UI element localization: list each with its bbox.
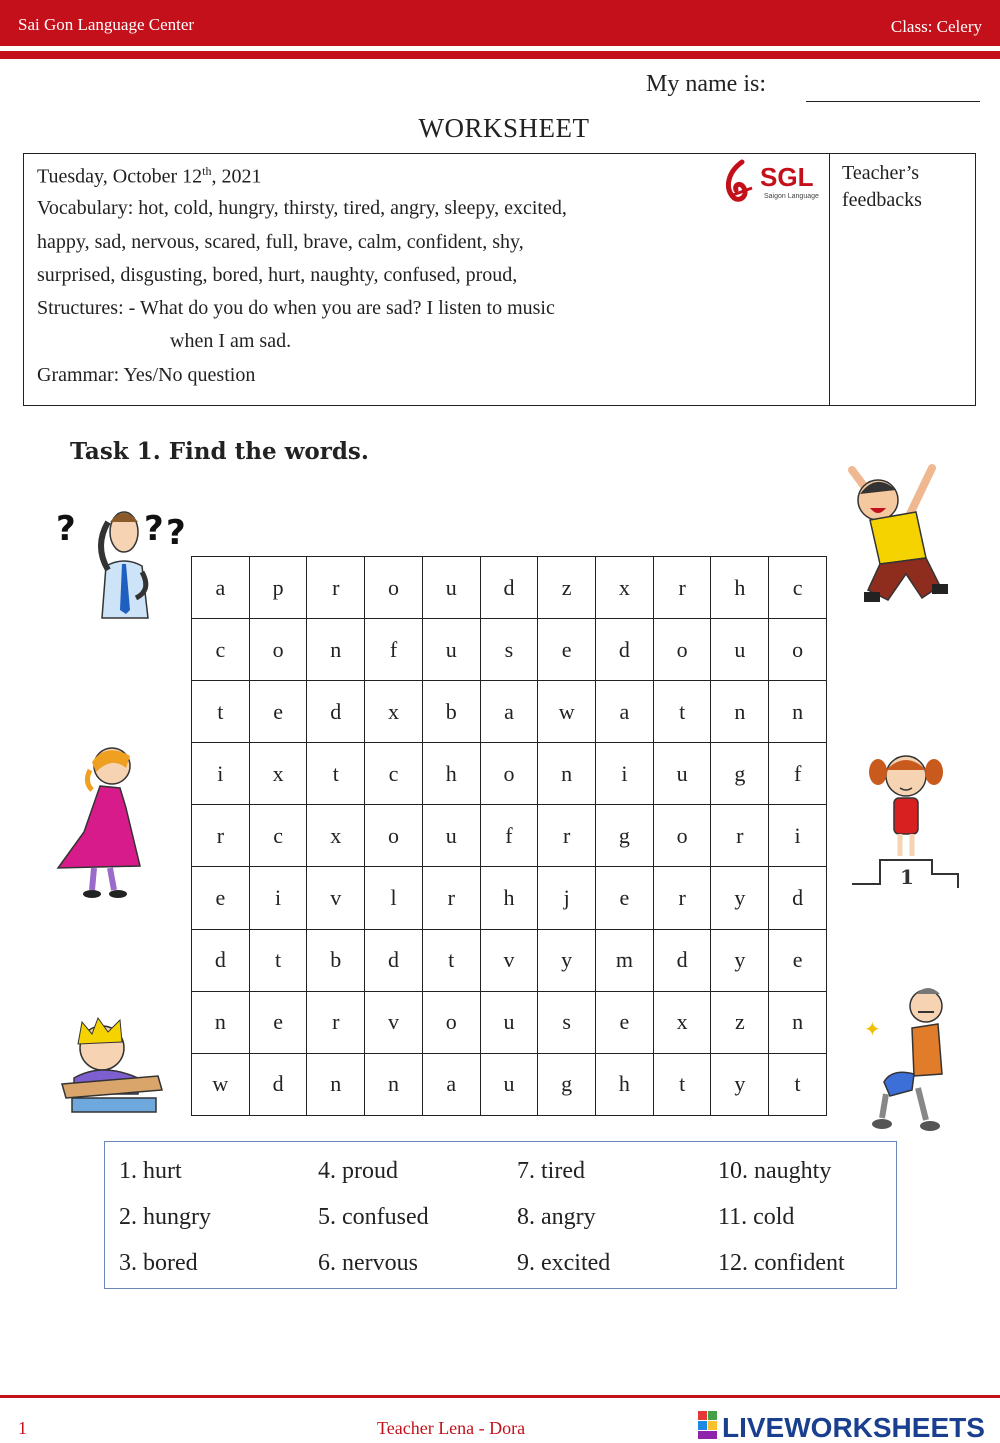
- grid-row: [192, 805, 827, 867]
- grid-cell[interactable]: u: [480, 991, 538, 1053]
- brand-text: LIVEWORKSHEETS: [722, 1412, 985, 1441]
- grid-cell[interactable]: b: [422, 681, 480, 743]
- grid-cell[interactable]: t: [653, 681, 711, 743]
- header-divider: [0, 51, 1000, 59]
- word-list-item: 9. excited: [517, 1250, 611, 1276]
- grid-cell[interactable]: e: [769, 929, 827, 991]
- grid-cell[interactable]: h: [596, 1053, 654, 1115]
- grid-cell[interactable]: r: [653, 557, 711, 619]
- grid-cell[interactable]: e: [596, 867, 654, 929]
- grid-cell[interactable]: d: [365, 929, 423, 991]
- word-list-box: [104, 1141, 897, 1289]
- grid-cell[interactable]: c: [192, 619, 250, 681]
- grid-row: [192, 991, 827, 1053]
- grid-cell[interactable]: a: [192, 557, 250, 619]
- grid-cell[interactable]: o: [422, 991, 480, 1053]
- grid-cell[interactable]: x: [596, 557, 654, 619]
- podium-number: 1: [900, 865, 914, 889]
- grid-cell[interactable]: v: [480, 929, 538, 991]
- grid-cell[interactable]: r: [711, 805, 769, 867]
- teacher-feedback-label: Teacher’s feedbacks: [842, 162, 922, 211]
- grid-cell[interactable]: e: [538, 619, 596, 681]
- grid-cell[interactable]: n: [769, 681, 827, 743]
- excited-boy-clipart: [840, 460, 960, 618]
- grid-cell[interactable]: v: [307, 867, 365, 929]
- grid-cell[interactable]: f: [769, 743, 827, 805]
- grid-cell[interactable]: r: [538, 805, 596, 867]
- grid-cell[interactable]: a: [596, 681, 654, 743]
- grid-cell[interactable]: y: [538, 929, 596, 991]
- grid-row: [192, 743, 827, 805]
- grid-cell[interactable]: h: [711, 557, 769, 619]
- grid-cell[interactable]: t: [307, 743, 365, 805]
- svg-text:✦: ✦: [864, 1017, 881, 1041]
- grid-cell[interactable]: u: [422, 557, 480, 619]
- proud-girl-podium-clipart: [850, 750, 962, 892]
- grid-cell[interactable]: o: [365, 805, 423, 867]
- grid-cell[interactable]: n: [365, 1053, 423, 1115]
- grid-cell[interactable]: t: [192, 681, 250, 743]
- grid-cell[interactable]: d: [249, 1053, 307, 1115]
- grammar-line: Grammar: Yes/No question: [37, 364, 256, 386]
- class-label: Class: Celery: [890, 17, 982, 36]
- grid-cell[interactable]: n: [711, 681, 769, 743]
- vocabulary-line-3: surprised, disgusting, bored, hurt, naughty, confused, proud,: [37, 264, 518, 286]
- grid-cell[interactable]: r: [422, 867, 480, 929]
- grid-cell[interactable]: d: [192, 929, 250, 991]
- task-1-title: Task 1. Find the words.: [70, 438, 369, 465]
- grid-cell[interactable]: j: [538, 867, 596, 929]
- grid-cell[interactable]: v: [365, 991, 423, 1053]
- grid-cell[interactable]: w: [538, 681, 596, 743]
- grid-cell[interactable]: n: [192, 991, 250, 1053]
- grid-cell[interactable]: g: [538, 1053, 596, 1115]
- confused-boy-clipart: [52, 500, 194, 620]
- grid-cell[interactable]: e: [249, 681, 307, 743]
- grid-cell[interactable]: u: [422, 805, 480, 867]
- grid-cell[interactable]: x: [653, 991, 711, 1053]
- structures-line-2: when I am sad.: [170, 330, 292, 352]
- grid-cell[interactable]: h: [480, 867, 538, 929]
- grid-cell[interactable]: n: [538, 743, 596, 805]
- vocabulary-line-1: Vocabulary: hot, cold, hungry, thirsty, tired, angry, sleepy, excited,: [37, 197, 567, 219]
- grid-cell[interactable]: n: [307, 619, 365, 681]
- grid-cell[interactable]: r: [307, 557, 365, 619]
- liveworksheets-logo: [698, 1407, 994, 1441]
- hurt-man-clipart: [856, 978, 948, 1136]
- word-list-item: 7. tired: [517, 1158, 585, 1184]
- grid-cell[interactable]: u: [480, 1053, 538, 1115]
- logo-text: SGL: [760, 162, 814, 192]
- grid-cell[interactable]: u: [422, 619, 480, 681]
- grid-cell[interactable]: n: [769, 991, 827, 1053]
- structures-line-1: Structures: - What do you do when you are sad? I listen to music: [37, 297, 555, 319]
- svg-text:?: ?: [144, 509, 164, 549]
- grid-cell[interactable]: o: [480, 743, 538, 805]
- grid-cell[interactable]: e: [249, 991, 307, 1053]
- grid-row: [192, 867, 827, 929]
- word-search-grid: [191, 556, 827, 1116]
- grid-cell[interactable]: c: [249, 805, 307, 867]
- grid-cell[interactable]: t: [653, 1053, 711, 1115]
- svg-text:?: ?: [56, 509, 76, 549]
- grid-cell[interactable]: i: [769, 805, 827, 867]
- word-list-item: 11. cold: [718, 1204, 795, 1230]
- grid-cell[interactable]: x: [365, 681, 423, 743]
- grid-cell[interactable]: o: [653, 805, 711, 867]
- grid-row: [192, 1053, 827, 1115]
- grid-cell[interactable]: i: [192, 743, 250, 805]
- grid-cell[interactable]: d: [480, 557, 538, 619]
- grid-cell[interactable]: w: [192, 1053, 250, 1115]
- sgl-logo: [722, 158, 830, 204]
- grid-cell[interactable]: o: [653, 619, 711, 681]
- word-list-item: 8. angry: [517, 1204, 596, 1230]
- grid-row: [192, 929, 827, 991]
- footer-divider: [0, 1395, 1000, 1398]
- grid-cell[interactable]: u: [653, 743, 711, 805]
- grid-cell[interactable]: z: [538, 557, 596, 619]
- grid-cell[interactable]: c: [769, 557, 827, 619]
- grid-cell[interactable]: l: [365, 867, 423, 929]
- grid-cell[interactable]: z: [711, 991, 769, 1053]
- word-list-item: 4. proud: [318, 1158, 398, 1184]
- svg-text:?: ?: [166, 513, 186, 553]
- center-name: Sai Gon Language Center: [18, 15, 195, 34]
- teacher-name: Teacher Lena - Dora: [377, 1418, 526, 1438]
- grid-cell[interactable]: m: [596, 929, 654, 991]
- grid-cell[interactable]: r: [307, 991, 365, 1053]
- grid-cell[interactable]: f: [365, 619, 423, 681]
- grid-cell[interactable]: d: [596, 619, 654, 681]
- grid-cell[interactable]: t: [249, 929, 307, 991]
- grid-cell[interactable]: s: [538, 991, 596, 1053]
- my-name-input-line[interactable]: [806, 101, 980, 102]
- grid-cell[interactable]: x: [249, 743, 307, 805]
- grid-cell[interactable]: o: [249, 619, 307, 681]
- word-list-item: 5. confused: [318, 1204, 429, 1230]
- grid-cell[interactable]: p: [249, 557, 307, 619]
- grid-cell[interactable]: f: [480, 805, 538, 867]
- disgusted-girl-clipart: [54, 742, 146, 900]
- grid-cell[interactable]: o: [769, 619, 827, 681]
- grid-cell[interactable]: g: [596, 805, 654, 867]
- grid-cell[interactable]: o: [365, 557, 423, 619]
- grid-cell[interactable]: i: [596, 743, 654, 805]
- grid-cell[interactable]: g: [711, 743, 769, 805]
- grid-cell[interactable]: d: [653, 929, 711, 991]
- grid-cell[interactable]: y: [711, 929, 769, 991]
- grid-cell[interactable]: r: [192, 805, 250, 867]
- grid-cell[interactable]: n: [307, 1053, 365, 1115]
- grid-cell[interactable]: c: [365, 743, 423, 805]
- grid-cell[interactable]: a: [422, 1053, 480, 1115]
- word-list-item: 2. hungry: [119, 1204, 211, 1230]
- grid-cell[interactable]: x: [307, 805, 365, 867]
- grid-row: [192, 557, 827, 619]
- bored-boy-clipart: [58, 1014, 166, 1116]
- word-list-item: 3. bored: [119, 1250, 198, 1276]
- grid-cell[interactable]: e: [596, 991, 654, 1053]
- grid-cell[interactable]: y: [711, 867, 769, 929]
- vocabulary-line-2: happy, sad, nervous, scared, full, brave, calm, confident, shy,: [37, 231, 524, 253]
- grid-row: [192, 619, 827, 681]
- lesson-info-box: [23, 153, 976, 406]
- grid-cell[interactable]: e: [192, 867, 250, 929]
- word-list-item: 6. nervous: [318, 1250, 418, 1276]
- grid-cell[interactable]: y: [711, 1053, 769, 1115]
- grid-cell[interactable]: s: [480, 619, 538, 681]
- word-list-item: 10. naughty: [718, 1158, 832, 1184]
- grid-cell[interactable]: i: [249, 867, 307, 929]
- grid-cell[interactable]: t: [422, 929, 480, 991]
- info-divider: [829, 154, 830, 405]
- grid-cell[interactable]: h: [422, 743, 480, 805]
- word-list-item: 1. hurt: [119, 1158, 182, 1184]
- worksheet-title: WORKSHEET: [418, 113, 590, 143]
- page-number: 1: [18, 1418, 27, 1438]
- logo-subtext: Saigon Language: [764, 193, 819, 200]
- grid-row: [192, 681, 827, 743]
- grid-cell[interactable]: a: [480, 681, 538, 743]
- grid-cell[interactable]: u: [711, 619, 769, 681]
- grid-cell[interactable]: d: [769, 867, 827, 929]
- header-bar: [0, 0, 1000, 46]
- my-name-label: My name is:: [646, 71, 766, 97]
- grid-cell[interactable]: r: [653, 867, 711, 929]
- grid-cell[interactable]: d: [307, 681, 365, 743]
- word-list-item: 12. confident: [718, 1250, 845, 1276]
- grid-cell[interactable]: t: [769, 1053, 827, 1115]
- lesson-date: Tuesday, October 12th, 2021: [37, 164, 262, 188]
- grid-cell[interactable]: b: [307, 929, 365, 991]
